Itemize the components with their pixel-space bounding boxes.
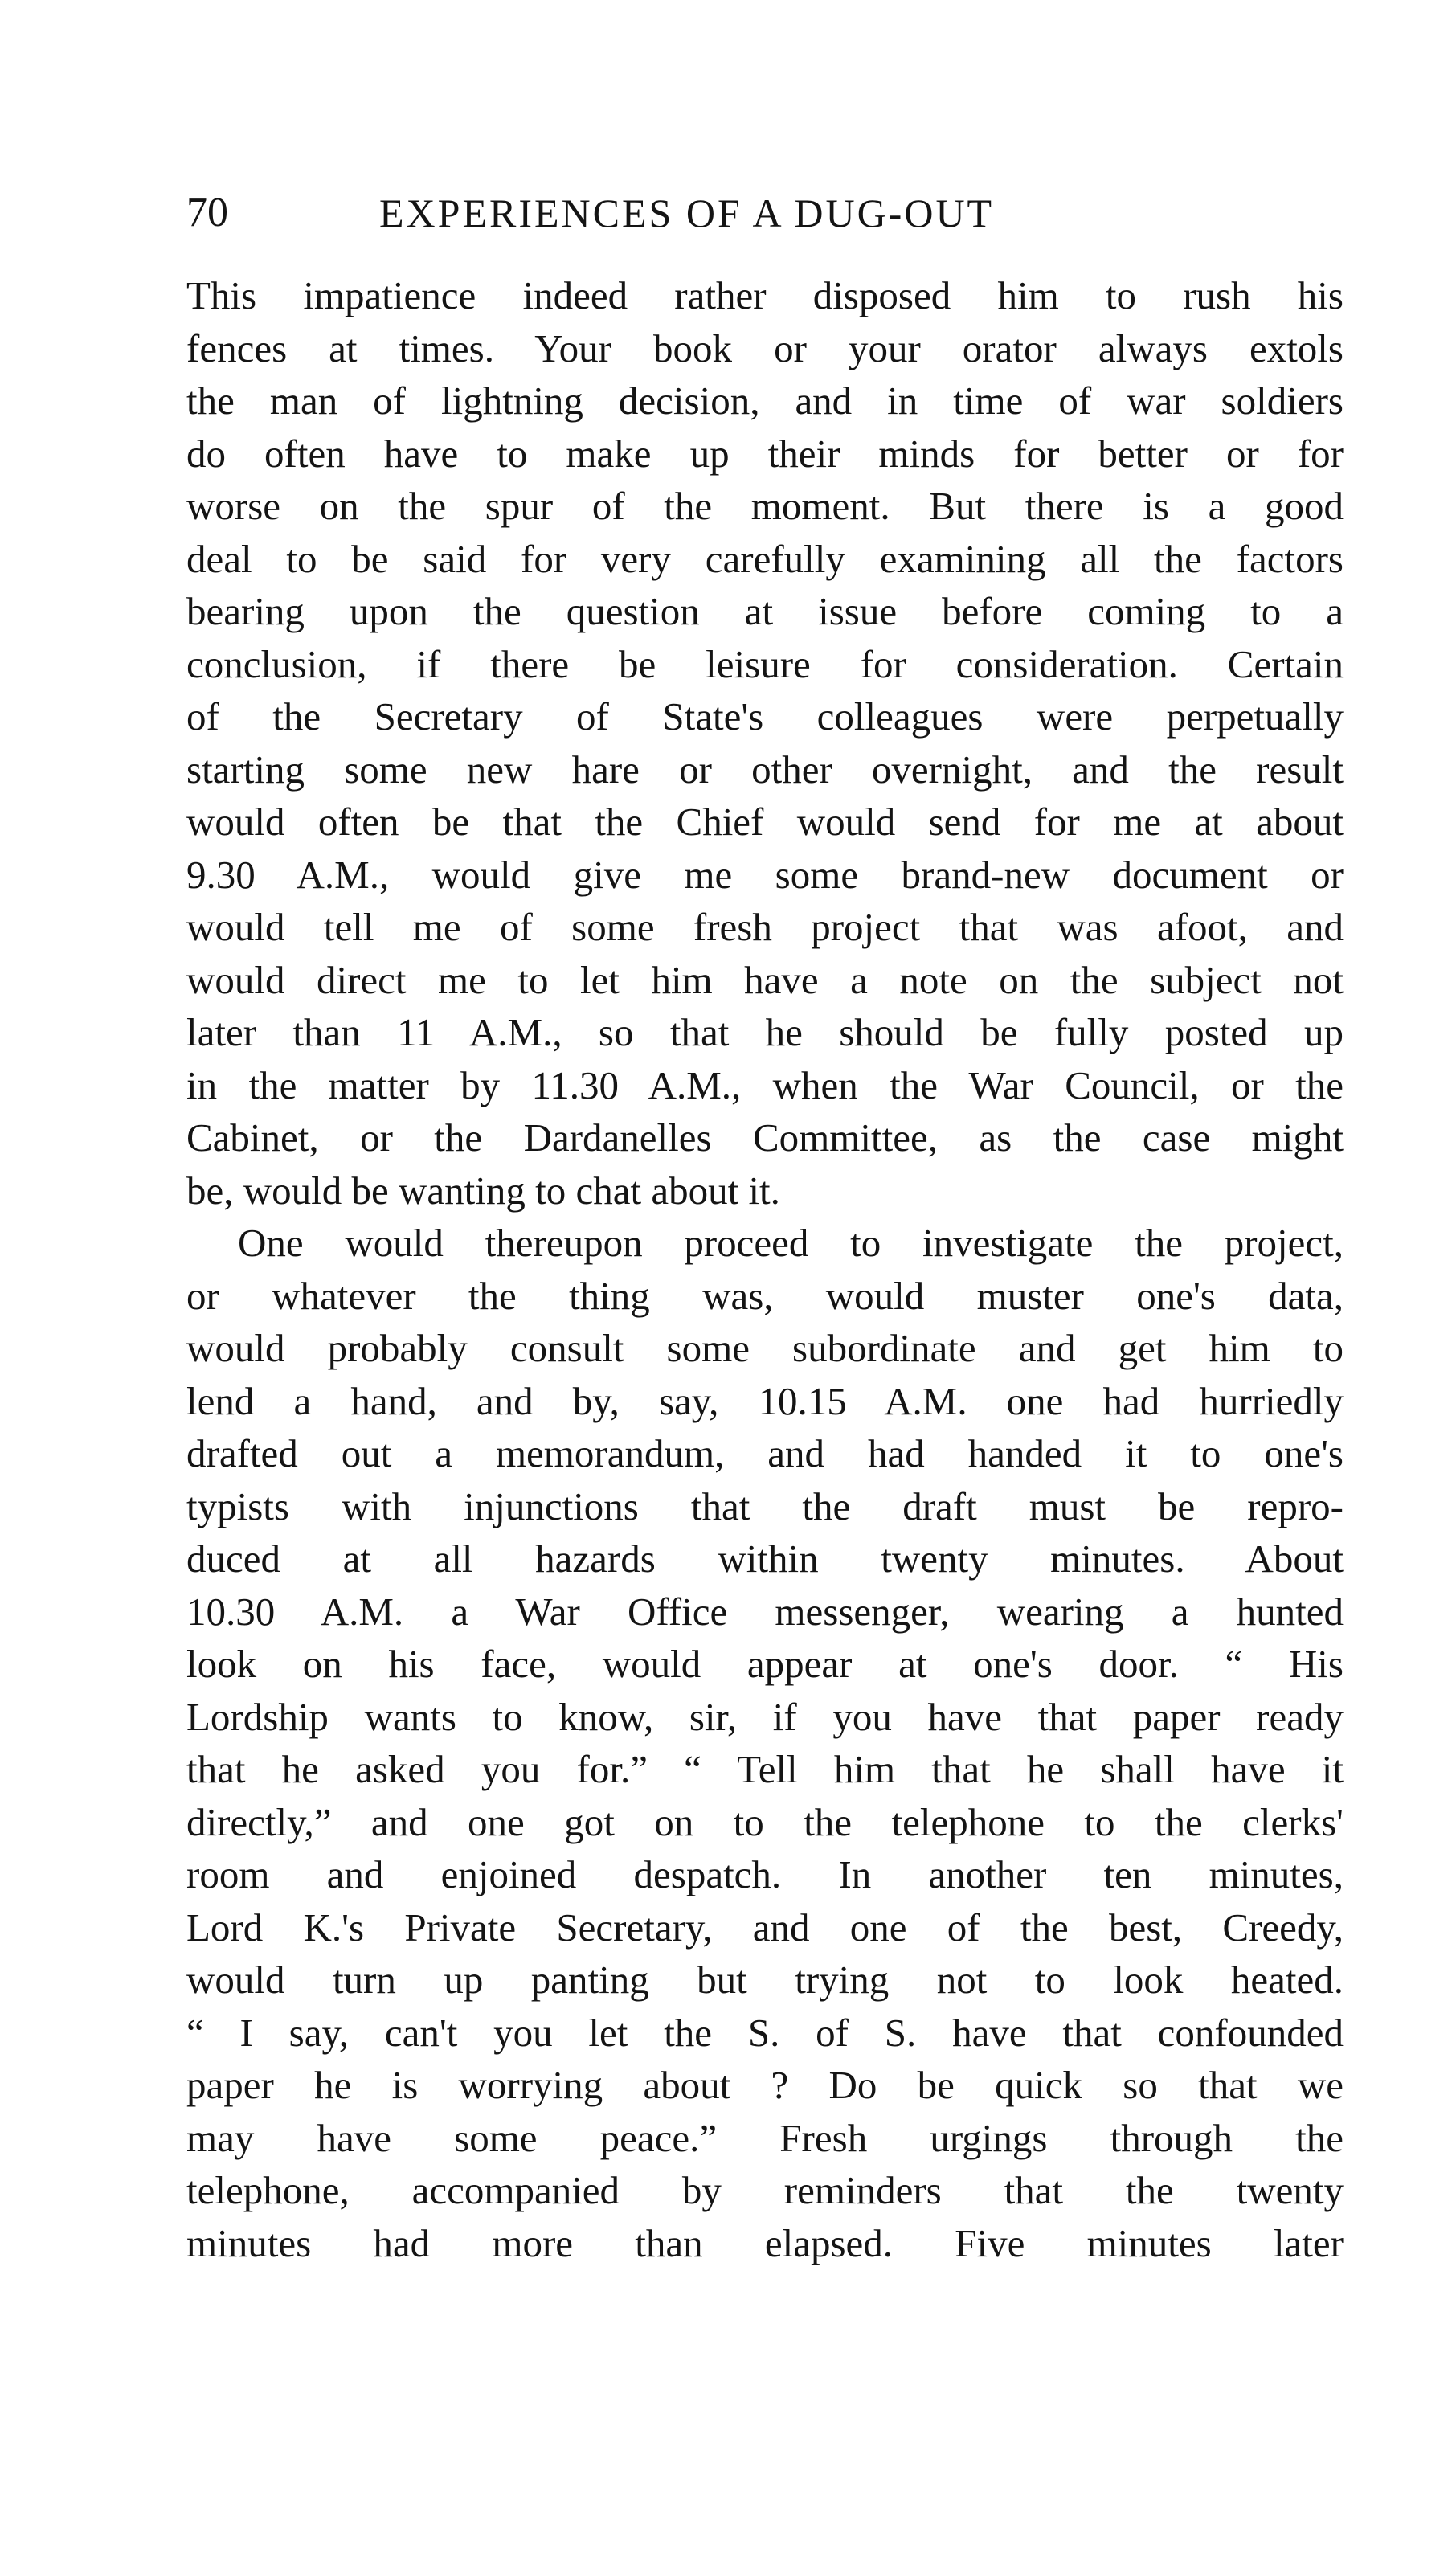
text-line: minutes had more than elapsed. Five minutes later bbox=[186, 2220, 1344, 2265]
text-line: deal to be said for very carefully examining all the factors bbox=[186, 536, 1344, 581]
text-line: do often have to make up their minds for better or for bbox=[186, 431, 1344, 476]
running-head bbox=[186, 181, 1344, 245]
text-line: paper he is worrying about ? Do be quick so that we bbox=[186, 2063, 1344, 2107]
text-line: would tell me of some fresh project that was afoot, and bbox=[186, 905, 1344, 949]
paragraph-2 bbox=[186, 1217, 1344, 2269]
body-text bbox=[186, 269, 1344, 2269]
text-line: This impatience indeed rather disposed him to rush his bbox=[186, 273, 1344, 317]
text-line: be, would be wanting to chat about it. bbox=[186, 1168, 780, 1213]
text-line: would probably consult some subordinate and get him to bbox=[186, 1326, 1344, 1370]
text-line: room and enjoined despatch. In another ten minutes, bbox=[186, 1852, 1344, 1896]
text-line: look on his face, would appear at one's door. “ His bbox=[186, 1642, 1344, 1686]
text-line: bearing upon the question at issue before coming to a bbox=[186, 589, 1344, 633]
text-line: duced at all hazards within twenty minutes. About bbox=[186, 1536, 1344, 1581]
text-line: of the Secretary of State's colleagues were perpetually bbox=[186, 694, 1344, 739]
text-line: the man of lightning decision, and in time of war soldiers bbox=[186, 378, 1344, 423]
text-line: or whatever the thing was, would muster one's data, bbox=[186, 1273, 1344, 1318]
text-line: One would thereupon proceed to investigate the project, bbox=[238, 1221, 1344, 1265]
text-line: later than 11 A.M., so that he should be fully posted up bbox=[186, 1010, 1344, 1054]
text-line: worse on the spur of the moment. But there is a good bbox=[186, 484, 1344, 528]
text-line: would direct me to let him have a note on the subject not bbox=[186, 957, 1344, 1002]
text-line: 10.30 A.M. a War Office messenger, wearing a hunted bbox=[186, 1589, 1344, 1634]
text-line: Cabinet, or the Dardanelles Committee, as the case might bbox=[186, 1115, 1344, 1160]
text-line: “ I say, can't you let the S. of S. have that confounded bbox=[186, 2010, 1344, 2055]
text-line: may have some peace.” Fresh urgings through the bbox=[186, 2115, 1344, 2160]
text-line: in the matter by 11.30 A.M., when the War Council, or the bbox=[186, 1062, 1344, 1107]
text-line: would turn up panting but trying not to look heated. bbox=[186, 1958, 1344, 2002]
page-number: 70 bbox=[186, 190, 228, 235]
text-line: lend a hand, and by, say, 10.15 A.M. one had hurriedly bbox=[186, 1378, 1344, 1423]
running-title: EXPERIENCES OF A DUG-OUT bbox=[379, 190, 995, 235]
text-line: starting some new hare or other overnight, and the result bbox=[186, 747, 1344, 792]
text-line: telephone, accompanied by reminders that the twenty bbox=[186, 2168, 1344, 2212]
text-line: Lordship wants to know, sir, if you have that paper ready bbox=[186, 1694, 1344, 1739]
text-line: that he asked you for.” “ Tell him that he shall have it bbox=[186, 1747, 1344, 1791]
paragraph-1 bbox=[186, 269, 1344, 1217]
text-line: 9.30 A.M., would give me some brand-new document or bbox=[186, 852, 1344, 897]
text-line: typists with injunctions that the draft must be repro- bbox=[186, 1483, 1344, 1528]
text-line: fences at times. Your book or your orator always extols bbox=[186, 325, 1344, 370]
text-line: would often be that the Chief would send for me at about bbox=[186, 800, 1344, 844]
text-line: conclusion, if there be leisure for consideration. Certain bbox=[186, 641, 1344, 686]
text-line: drafted out a memorandum, and had handed it to one's bbox=[186, 1431, 1344, 1475]
text-line: Lord K.'s Private Secretary, and one of the best, Creedy, bbox=[186, 1905, 1344, 1950]
text-line: directly,” and one got on to the telephone to the clerks' bbox=[186, 1799, 1344, 1844]
